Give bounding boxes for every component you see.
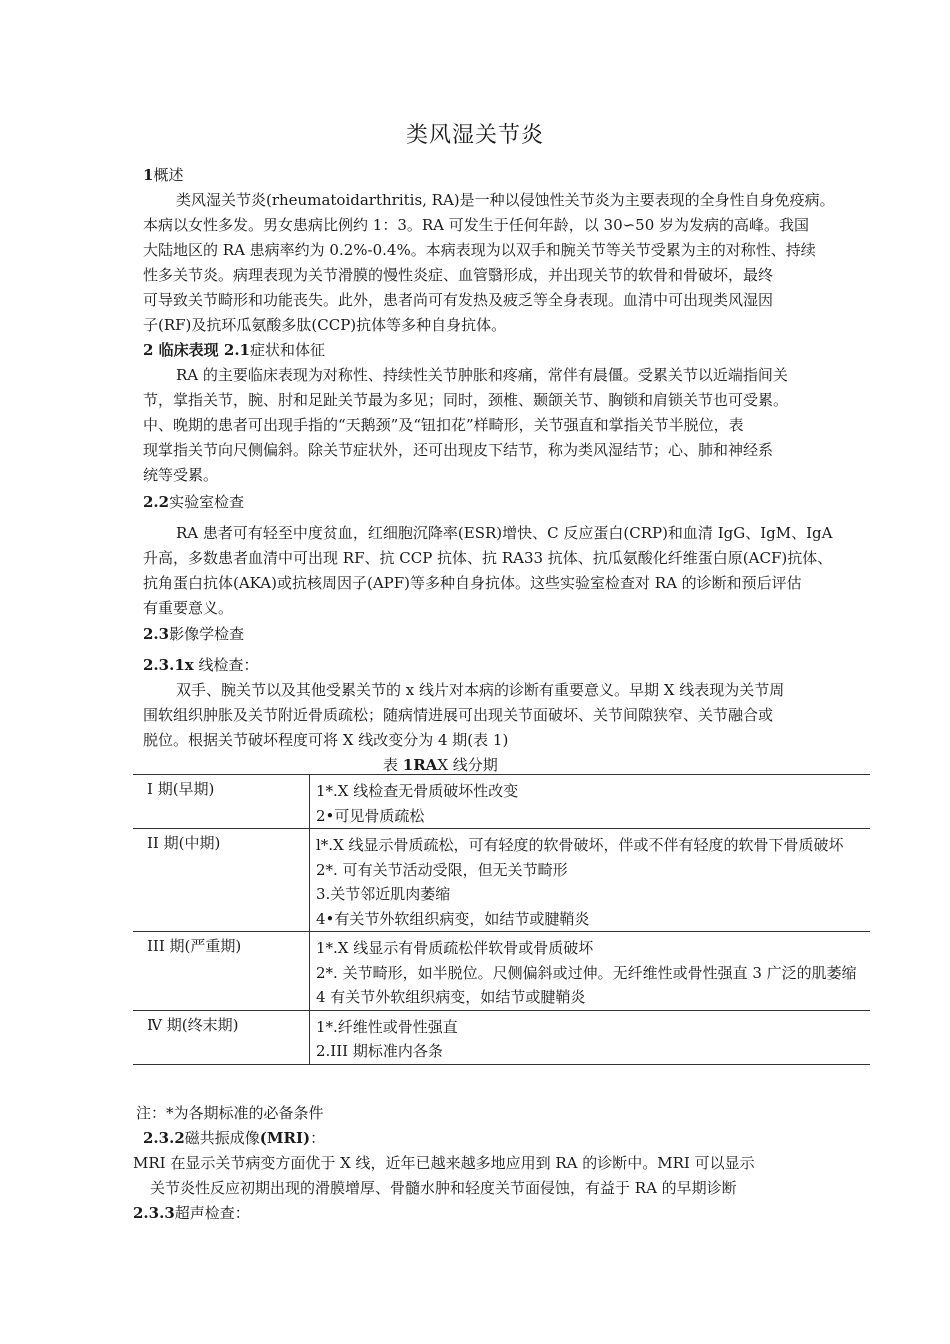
document-title: 类风湿关节炎: [405, 123, 544, 148]
section-2-3-1-heading: [143, 653, 258, 677]
criterion: 3.关节邻近肌肉萎缩: [316, 885, 451, 903]
section-number: 2.3.3: [133, 1204, 175, 1222]
criterion: 2*. 可有关节活动受限，但无关节畸形: [316, 860, 568, 879]
paragraph-line: 统等受累。: [143, 466, 219, 484]
criterion: 1*.X 线显示有骨质疏松伴软骨或骨质破坏: [316, 939, 594, 957]
paragraph-line: 大陆地区的 RA 患病率约为 0.2%-0.4%。本病表现为以双手和腕关节等关节受累为主的对称性、持续: [143, 241, 816, 259]
criteria-cell: [310, 775, 871, 829]
section-title: 超声检查：: [174, 1204, 250, 1222]
section-2-2-heading: [143, 490, 244, 514]
stage-cell: III 期(严重期): [133, 932, 310, 1011]
criterion: 2.III 期标准内各条: [316, 1042, 443, 1060]
section-number: 2.3.1x: [143, 656, 194, 674]
criterion: 1*.纤维性或骨性强直: [316, 1017, 458, 1036]
section-2-heading: [143, 338, 325, 362]
section-number: 1: [143, 166, 154, 184]
paragraph-line: RA 的主要临床表现为对称性、持续性关节肿胀和疼痛，常伴有晨僵。受累关节以近端指间关: [176, 366, 788, 384]
criteria-cell: [310, 932, 871, 1011]
section-number: 2.2: [143, 493, 170, 511]
section-title: 概述: [153, 166, 184, 184]
paragraph-line: RA 患者可有轻至中度贫血，红细胞沉降率(ESR)增快、C 反应蛋白(CRP)和血清 IgG、IgM、IgA: [176, 524, 833, 542]
paragraph-line: 节，掌指关节，腕、肘和足趾关节最为多见；同时，颈椎、颞颌关节、胸锁和肩锁关节也可受累。: [143, 391, 789, 409]
paragraph-line: 子(RF)及抗环瓜氨酸多肽(CCP)抗体等多种自身抗体。: [143, 316, 507, 334]
section-2-3-3-heading: [133, 1201, 250, 1225]
stage-cell: II 期(中期): [133, 829, 310, 932]
paragraph-line: 性多关节炎。病理表现为关节滑膜的慢性炎症、血管翳形成，并出现关节的软骨和骨破坏，最终: [143, 266, 774, 284]
paragraph-line: 有重要意义。: [143, 599, 234, 617]
table-row: [133, 932, 870, 1011]
criterion: 4•有关节外软组织病变，如结节或腱鞘炎: [316, 909, 590, 928]
section-number: 2.1: [223, 341, 250, 359]
caption-prefix: 表: [383, 756, 403, 774]
section-2-3-heading: [143, 622, 244, 646]
table-row: [133, 1010, 870, 1064]
caption-number: 1RA: [402, 756, 438, 774]
criterion: 2•可见骨质疏松: [316, 806, 425, 825]
table-row: [133, 829, 870, 932]
paragraph-line: MRI 在显示关节病变方面优于 X 线，近年已越来越多地应用到 RA 的诊断中。MRI 可以显示: [133, 1154, 755, 1172]
paragraph-line: 围软组织肿胀及关节附近骨质疏松；随病情进展可出现关节面破坏、关节间隙狭窄、关节融合或: [143, 706, 774, 724]
paragraph-line: 脱位。根据关节破坏程度可将 X 线改变分为 4 期(表 1): [143, 731, 509, 749]
section-1-heading: [143, 163, 183, 187]
paragraph-line: 现掌指关节向尺侧偏斜。除关节症状外，还可出现皮下结节，称为类风湿结节；心、肺和神经系: [143, 441, 774, 459]
criterion: l*.X 线显示骨质疏松，可有轻度的软骨破坏，伴或不伴有轻度的软骨下骨质破坏: [316, 836, 844, 854]
table-row: [133, 775, 870, 829]
paragraph-line: 可导致关节畸形和功能丧失。此外，患者尚可有发热及疲乏等全身表现。血清中可出现类风湿因: [143, 291, 774, 309]
section-2-3-2-heading: [143, 1126, 325, 1150]
section-title: 线检查：: [193, 656, 259, 674]
paragraph-line: 抗角蛋白抗体(AKA)或抗核周因子(APF)等多种自身抗体。这些实验室检查对 RA 的诊断和预后评估: [143, 574, 802, 592]
paragraph-line: 本病以女性多发。男女患病比例约 1：3。RA 可发生于任何年龄，以 30∽50 岁为发病的高峰。我国: [143, 216, 810, 234]
section-number: 2.3: [143, 625, 170, 643]
section-title: 磁共振成像: [184, 1129, 260, 1147]
caption-text: X 线分期: [437, 756, 498, 774]
section-number: 2.3.2: [143, 1129, 185, 1147]
paragraph-line: 中、晚期的患者可出现手指的“天鹅颈”及“钮扣花”样畸形，关节强直和掌指关节半脱位，表: [143, 416, 744, 434]
stage-cell: Ⅳ 期(终末期): [133, 1010, 310, 1064]
section-title: 影像学检查: [169, 625, 245, 643]
paragraph-line: 关节炎性反应初期出现的滑膜增厚、骨髓水肿和轻度关节面侵蚀，有益于 RA 的早期诊断: [150, 1179, 737, 1197]
criterion: 4 有关节外软组织病变，如结节或腱鞘炎: [316, 988, 586, 1006]
section-title-abbrev: (MRI): [259, 1129, 311, 1147]
xray-stage-table: [133, 774, 870, 1065]
section-title-colon: ：: [310, 1129, 326, 1147]
section-title: 症状和体征: [250, 341, 326, 359]
criterion: 1*.X 线检查无骨质破坏性改变: [316, 782, 519, 800]
paragraph-line: 升高，多数患者血清中可出现 RF、抗 CCP 抗体、抗 RA33 抗体、抗瓜氨酸化纤维蛋白原(ACF)抗体、: [143, 549, 833, 567]
section-label: 2 临床表现: [143, 341, 224, 359]
section-title: 实验室检查: [169, 493, 245, 511]
paragraph-line: 双手、腕关节以及其他受累关节的 x 线片对本病的诊断有重要意义。早期 X 线表现为关节周: [176, 681, 785, 699]
stage-cell: I 期(早期): [133, 775, 310, 829]
paragraph-line: 类风湿关节炎(rheumatoidarthritis, RA)是一种以侵蚀性关节炎为主要表现的全身性自身免疫病。: [176, 191, 835, 209]
criteria-cell: [310, 829, 871, 932]
table-note: 注：*为各期标准的必备条件: [136, 1104, 324, 1122]
criteria-cell: [310, 1010, 871, 1064]
criterion: 2*. 关节畸形，如半脱位。尺侧偏斜或过伸。无纤维性或骨性强直 3 广泛的肌萎缩: [316, 963, 857, 982]
